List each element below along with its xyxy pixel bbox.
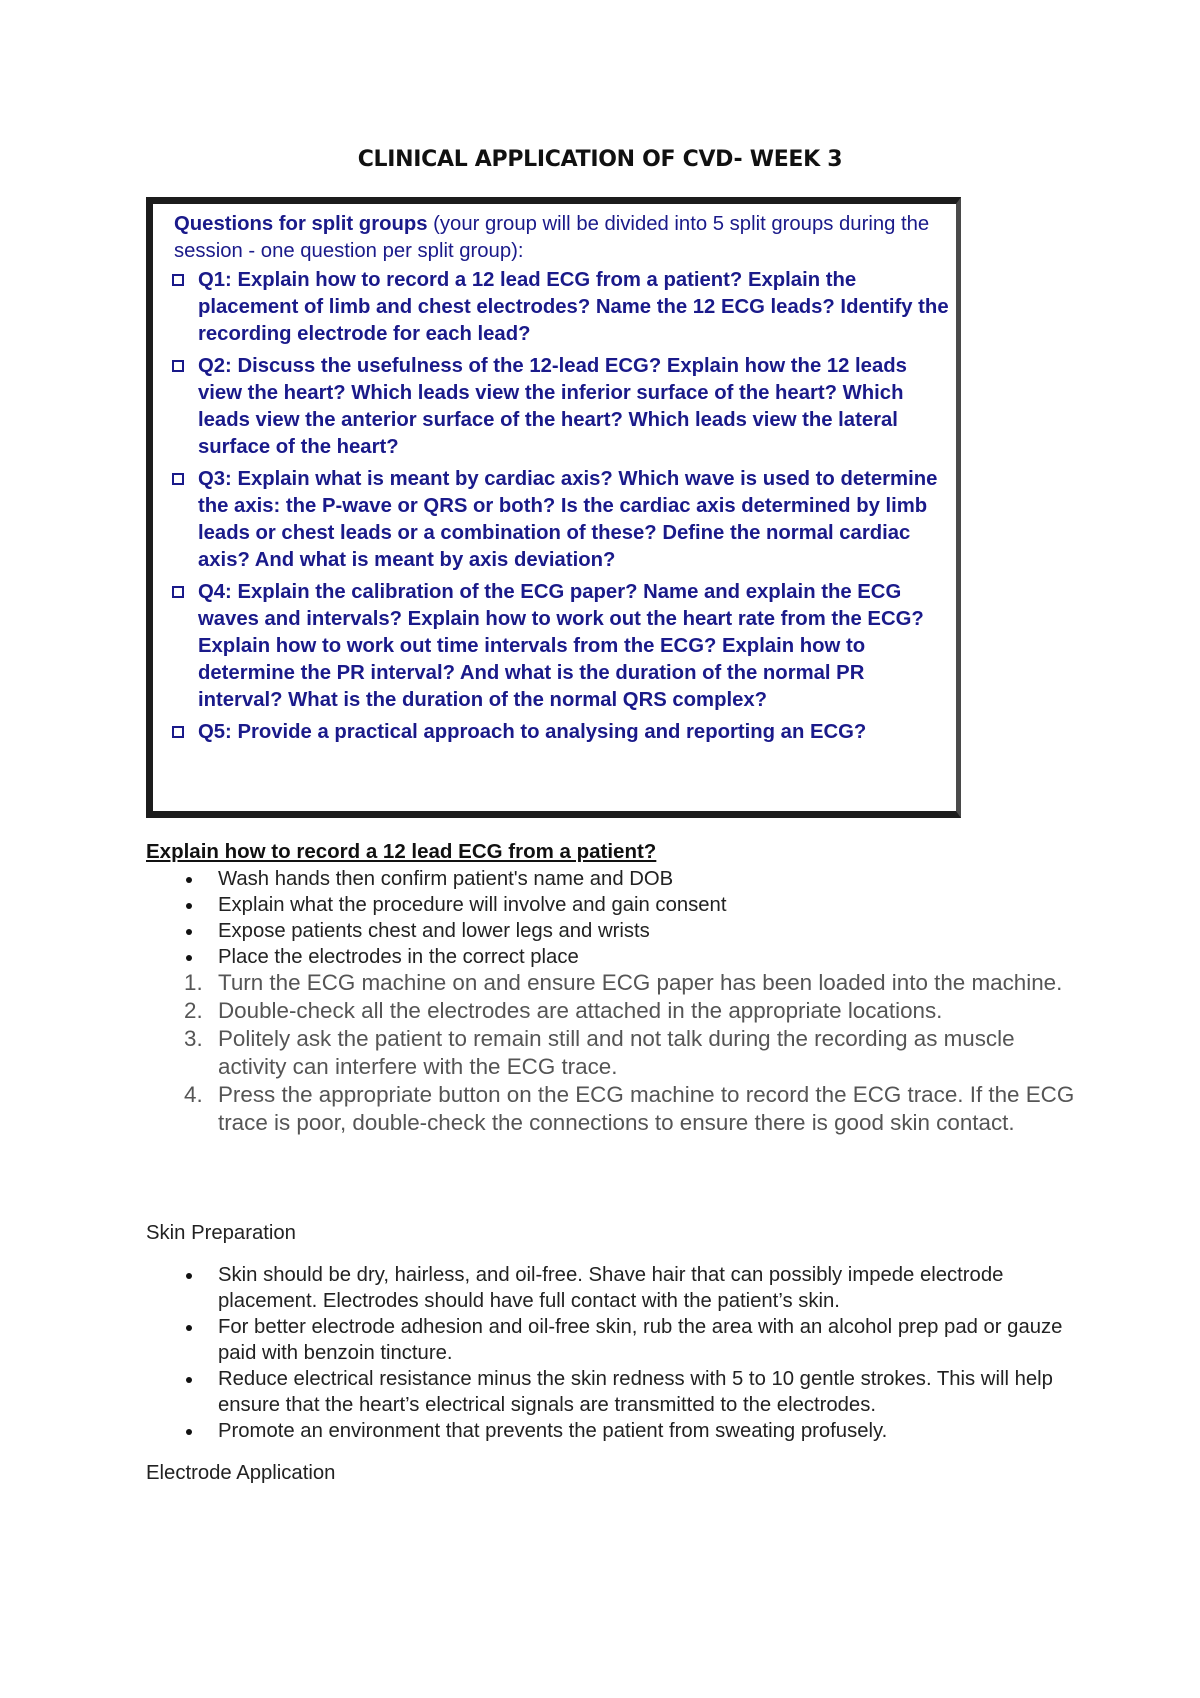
list-item <box>146 1366 1076 1418</box>
bullet-icon <box>186 955 192 961</box>
bullet-icon <box>186 877 192 883</box>
list-item <box>146 1025 1076 1081</box>
list-item <box>146 944 1066 970</box>
question-box-content <box>164 211 954 751</box>
list-item-text: Reduce electrical resistance minus the skin redness with 5 to 10 gentle strokes. This will help ensure that the heart’s electrical signals are transmitted to the electrodes. <box>218 1368 1053 1416</box>
section-heading: Explain how to record a 12 lead ECG from a patient? <box>146 840 657 863</box>
question-box-intro-rest: (your group will be divided into 5 split groups during the session - one question per split group): <box>174 213 930 262</box>
list-item-text: Promote an environment that prevents the patient from sweating profusely. <box>218 1420 888 1442</box>
checkbox-icon <box>172 473 184 485</box>
list-number: 2. <box>184 998 203 1023</box>
list-item-text: Wash hands then confirm patient's name and DOB <box>218 868 674 890</box>
list-item-text: Double-check all the electrodes are attached in the appropriate locations. <box>218 998 943 1023</box>
question-text: Q1: Explain how to record a 12 lead ECG from a patient? Explain the placement of limb and chest electrodes? Name the 12 ECG leads? Identify the recording electrode for each lead? <box>198 269 949 345</box>
list-item-text: Place the electrodes in the correct place <box>218 946 579 968</box>
question-box-intro <box>164 211 954 265</box>
bullet-icon <box>186 929 192 935</box>
list-item <box>146 892 1066 918</box>
question-item <box>164 719 954 746</box>
list-number: 4. <box>184 1082 203 1107</box>
list-item <box>146 997 1076 1025</box>
record-bullet-list <box>146 866 1066 970</box>
question-text: Q3: Explain what is meant by cardiac axis? Which wave is used to determine the axis: the P-wave or QRS or both? Is the cardiac axis determined by limb leads or chest leads or a combination of these? Define the normal cardiac axis? And what is meant by axis deviation? <box>198 468 938 571</box>
question-item <box>164 579 954 714</box>
list-item <box>146 1262 1076 1314</box>
checkbox-icon <box>172 726 184 738</box>
list-item <box>146 1418 1076 1444</box>
checkbox-icon <box>172 360 184 372</box>
bullet-icon <box>186 903 192 909</box>
list-item-text: For better electrode adhesion and oil-free skin, rub the area with an alcohol prep pad or gauze paid with benzoin tincture. <box>218 1316 1063 1364</box>
record-steps-list <box>146 969 1076 1137</box>
question-item <box>164 267 954 348</box>
list-number: 1. <box>184 970 203 995</box>
bullet-icon <box>186 1325 192 1331</box>
list-item-text: Press the appropriate button on the ECG machine to record the ECG trace. If the ECG trace is poor, double-check the connections to ensure there is good skin contact. <box>218 1082 1075 1135</box>
list-item-text: Explain what the procedure will involve and gain consent <box>218 894 727 916</box>
skin-preparation-heading: Skin Preparation <box>146 1222 296 1244</box>
question-item <box>164 466 954 574</box>
list-item-text: Politely ask the patient to remain still and not talk during the recording as muscle activity can interfere with the ECG trace. <box>218 1026 1015 1079</box>
list-item-text: Turn the ECG machine on and ensure ECG paper has been loaded into the machine. <box>218 970 1063 995</box>
checkbox-icon <box>172 586 184 598</box>
list-item-text: Skin should be dry, hairless, and oil-free. Shave hair that can possibly impede electrode placement. Electrodes should have full contact with the patient’s skin. <box>218 1264 1004 1312</box>
question-text: Q4: Explain the calibration of the ECG paper? Name and explain the ECG waves and intervals? Explain how to work out the heart rate from the ECG? Explain how to work out time intervals from the ECG? Explain how to determine the PR interval? And what is the duration of the normal PR interval? What is the duration of the normal QRS complex? <box>198 581 924 711</box>
list-item <box>146 969 1076 997</box>
list-item-text: Expose patients chest and lower legs and wrists <box>218 920 650 942</box>
list-number: 3. <box>184 1026 203 1051</box>
electrode-application-heading: Electrode Application <box>146 1462 336 1484</box>
bullet-icon <box>186 1429 192 1435</box>
question-text: Q5: Provide a practical approach to analysing and reporting an ECG? <box>198 721 867 743</box>
list-item <box>146 866 1066 892</box>
list-item <box>146 1081 1076 1137</box>
skin-bullet-list <box>146 1262 1076 1444</box>
checkbox-icon <box>172 274 184 286</box>
bullet-icon <box>186 1273 192 1279</box>
question-box-intro-bold: Questions for split groups <box>174 213 428 235</box>
list-item <box>146 1314 1076 1366</box>
bullet-icon <box>186 1377 192 1383</box>
question-box <box>146 197 961 818</box>
page-title: CLINICAL APPLICATION OF CVD- WEEK 3 <box>357 147 843 172</box>
question-text: Q2: Discuss the usefulness of the 12-lead ECG? Explain how the 12 leads view the heart? Which leads view the inferior surface of the heart? Which leads view the anterior surface of the heart? Which leads view the lateral surface of the heart? <box>198 355 907 458</box>
list-item <box>146 918 1066 944</box>
question-item <box>164 353 954 461</box>
